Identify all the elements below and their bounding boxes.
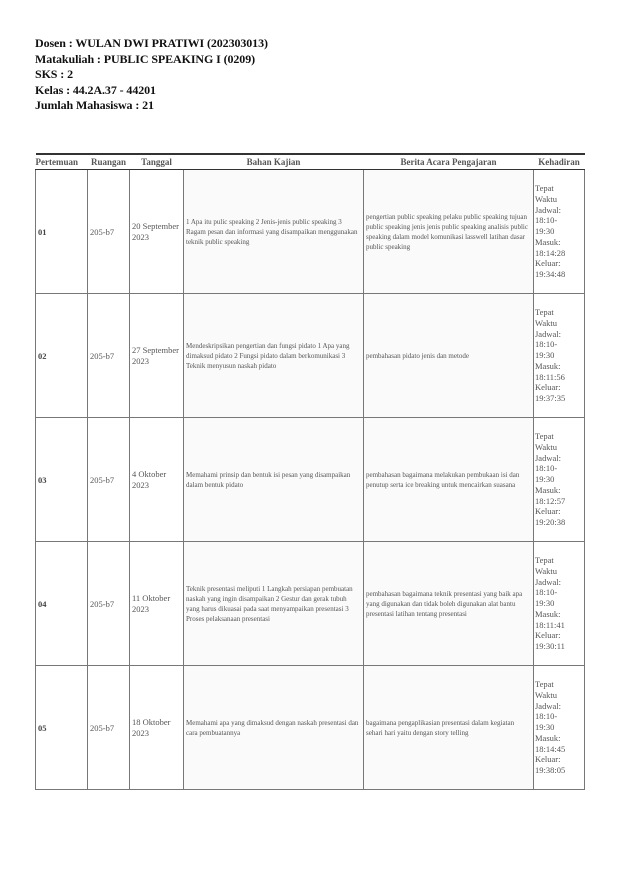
column-header-kehadiran: Kehadiran [534,154,585,170]
table-header-row [36,154,585,170]
attendance-line: 18:14:28 [535,247,566,258]
attendance-line: 18:10- [535,339,558,350]
attendance-line: Masuk: [535,484,561,495]
column-header-tanggal: Tanggal [130,154,184,170]
attendance-line: Waktu [535,441,557,452]
attendance-line: 19:30:11 [535,641,565,652]
attendance-line: 19:30 [535,226,555,237]
table-row [36,418,585,542]
attendance-line: Jadwal: [535,328,561,339]
attendance-line: Masuk: [535,360,561,371]
attendance-line: 18:11:56 [535,371,565,382]
meeting-number: 05 [36,666,88,790]
attendance-line: Keluar: [535,506,561,517]
room-cell: 205-b7 [88,170,130,294]
attendance-line: Jadwal: [535,204,561,215]
column-header-berita-acara: Berita Acara Pengajaran [364,154,534,170]
attendance-line: Jadwal: [535,452,561,463]
attendance-line: Tepat [535,678,554,689]
date-cell: 11 Oktober 2023 [130,542,184,666]
attendance-line: Jadwal: [535,700,561,711]
date-cell: 20 September 2023 [130,170,184,294]
table-row [36,170,585,294]
attendance-line: 19:34:48 [535,269,566,280]
attendance-line: Masuk: [535,236,561,247]
column-header-pertemuan: Pertemuan [36,154,88,170]
attendance-line: Jadwal: [535,576,561,587]
room-cell: 205-b7 [88,666,130,790]
teaching-report-cell: pembahasan bagaimana teknik presentasi yang baik apa yang digunakan dan tidak boleh digunakan alat bantu presentasi latihan tentang presentasi [364,542,534,666]
study-material-cell: Teknik presentasi meliputi 1 Langkah persiapan pembuatan naskah yang ingin disampaikan 2 Gestur dan gerak tubuh yang harus dikuasai pada saat menyampaikan presentasi 3 Proses pelaksanaan presentasi [184,542,364,666]
attendance-line: Tepat [535,306,554,317]
attendance-line: 19:20:38 [535,517,566,528]
room-cell: 205-b7 [88,542,130,666]
attendance-line: Tepat [535,430,554,441]
lecturer-line: Dosen : WULAN DWI PRATIWI (202303013) [35,36,268,50]
attendance-line: Masuk: [535,732,561,743]
attendance-cell [534,170,585,294]
attendance-line: Masuk: [535,608,561,619]
attendance-cell [534,294,585,418]
attendance-line: 19:30 [535,350,555,361]
attendance-line: 18:14:45 [535,743,566,754]
study-material-cell: 1 Apa itu pulic speaking 2 Jenis-jenis public speaking 3 Ragam pesan dan informasi yang disampaikan menggunakan teknik public speaking [184,170,364,294]
document-header [35,36,268,114]
attendance-line: Tepat [535,554,554,565]
attendance-table [35,153,585,790]
meeting-number: 01 [36,170,88,294]
attendance-cell [534,418,585,542]
attendance-line: Tepat [535,182,554,193]
class-line: Kelas : 44.2A.37 - 44201 [35,82,156,97]
course-line: Matakuliah : PUBLIC SPEAKING I (0209) [35,51,255,66]
attendance-line: 19:30 [535,474,555,485]
table-row [36,666,585,790]
attendance-line: Keluar: [535,754,561,765]
column-header-bahan-kajian: Bahan Kajian [184,154,364,170]
attendance-line: Keluar: [535,630,561,641]
teaching-report-cell: pembahasan bagaimana melakukan pembukaan isi dan penutup serta ice breaking untuk mencairkan suasana [364,418,534,542]
attendance-line: Waktu [535,689,557,700]
attendance-cell [534,666,585,790]
attendance-line: 19:30 [535,598,555,609]
date-cell: 18 Oktober 2023 [130,666,184,790]
attendance-line: 18:10- [535,587,558,598]
study-material-cell: Memahami apa yang dimaksud dengan naskah presentasi dan cara pembuatannya [184,666,364,790]
room-cell: 205-b7 [88,294,130,418]
attendance-line: 19:37:35 [535,393,566,404]
attendance-line: Keluar: [535,382,561,393]
attendance-line: 19:38:05 [535,765,566,776]
attendance-line: 18:10- [535,711,558,722]
student-count-line: Jumlah Mahasiswa : 21 [35,98,154,112]
attendance-line: Waktu [535,193,557,204]
column-header-ruangan: Ruangan [88,154,130,170]
table-row [36,542,585,666]
attendance-line: 18:10- [535,215,558,226]
teaching-report-cell: pengertian public speaking pelaku public speaking tujuan public speaking jenis jenis public speaking analisis public speaking dalam model komunikasi lasswell latihan dasar public speaking [364,170,534,294]
attendance-line: 19:30 [535,722,555,733]
credits-line: SKS : 2 [35,67,73,81]
date-cell: 27 September 2023 [130,294,184,418]
study-material-cell: Mendeskripsikan pengertian dan fungsi pidato 1 Apa yang dimaksud pidato 2 Fungsi pidato dalam berkomunikasi 3 Teknik menyusun naskah pidato [184,294,364,418]
attendance-line: Waktu [535,565,557,576]
meeting-number: 02 [36,294,88,418]
attendance-cell [534,542,585,666]
attendance-line: Waktu [535,317,557,328]
attendance-line: 18:12:57 [535,495,566,506]
attendance-line: 18:11:41 [535,619,565,630]
teaching-report-cell: bagaimana pengaplikasian presentasi dalam kegiatan sehari hari yaitu dengan story telling [364,666,534,790]
attendance-line: 18:10- [535,463,558,474]
room-cell: 205-b7 [88,418,130,542]
teaching-report-cell: pembahasan pidato jenis dan metode [364,294,534,418]
table-row [36,294,585,418]
study-material-cell: Memahami prinsip dan bentuk isi pesan yang disampaikan dalam bentuk pidato [184,418,364,542]
date-cell: 4 Oktober 2023 [130,418,184,542]
meeting-number: 04 [36,542,88,666]
attendance-line: Keluar: [535,258,561,269]
meeting-number: 03 [36,418,88,542]
